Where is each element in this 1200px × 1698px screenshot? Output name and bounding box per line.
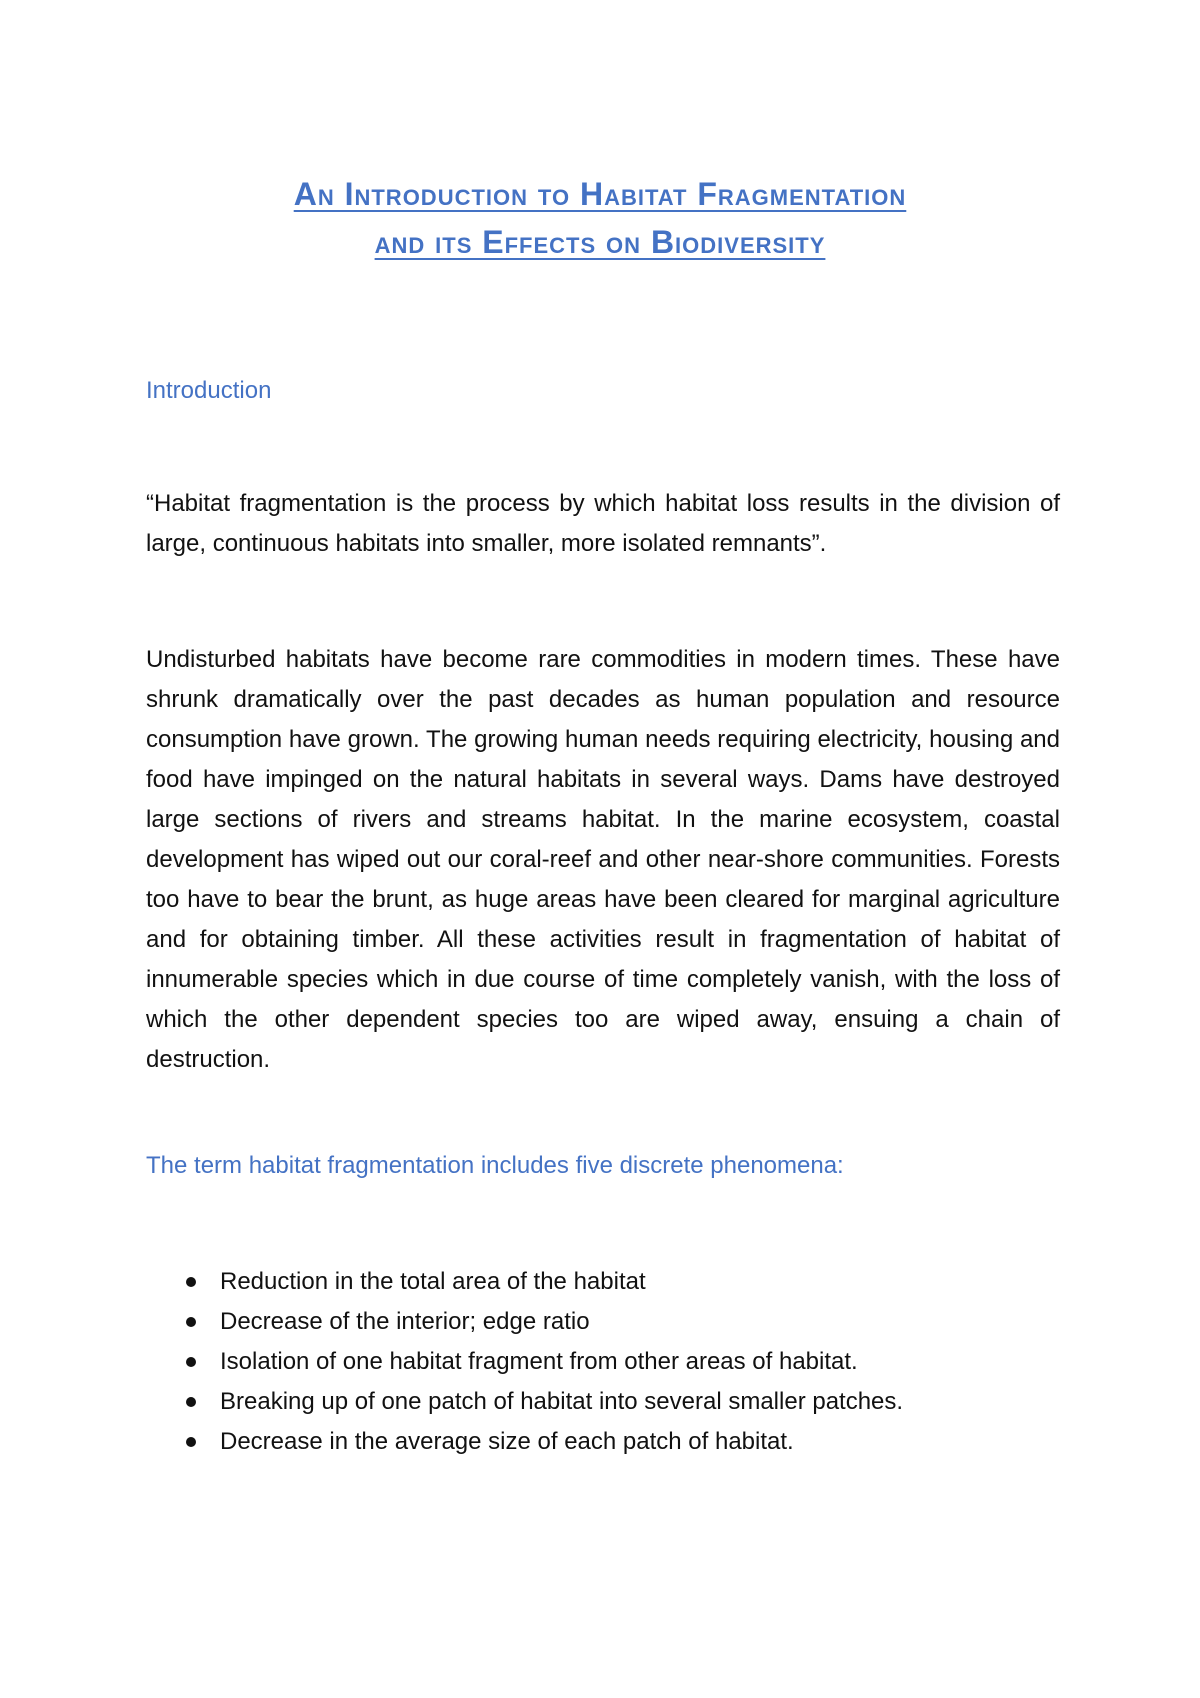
definition-quote: “Habitat fragmentation is the process by which habitat loss results in the division of large, continuous habitats into smaller, more isolated remnants”.	[146, 490, 1060, 557]
list-item	[146, 1342, 1060, 1382]
bullet-icon	[186, 1317, 196, 1327]
bullet-icon	[186, 1397, 196, 1407]
list-item-text: Isolation of one habitat fragment from other areas of habitat.	[220, 1348, 858, 1375]
bullet-icon	[186, 1357, 196, 1367]
list-item	[146, 1262, 1060, 1302]
list-item	[146, 1302, 1060, 1342]
title-line-2: and its Effects on Biodiversity	[374, 224, 826, 260]
introduction-heading: Introduction	[146, 377, 272, 404]
title-line-1: An Introduction to Habitat Fragmentation	[293, 176, 907, 212]
phenomena-list	[146, 1262, 1060, 1462]
list-item-text: Breaking up of one patch of habitat into several smaller patches.	[220, 1388, 904, 1415]
list-item-text: Decrease in the average size of each patch of habitat.	[220, 1428, 794, 1455]
phenomena-heading: The term habitat fragmentation includes five discrete phenomena:	[146, 1152, 844, 1179]
list-item-text: Decrease of the interior; edge ratio	[220, 1308, 590, 1335]
body-paragraph: Undisturbed habitats have become rare commodities in modern times. These have shrunk dramatically over the past decades as human population and resource consumption have grown. The growing human needs requiring electricity, housing and food have impinged on the natural habitats in several ways. Dams have destroyed large sections of rivers and streams habitat. In the marine ecosystem, coastal development has wiped out our coral-reef and other near-shore communities. Forests too have to bear the brunt, as huge areas have been cleared for marginal agriculture and for obtaining timber. All these activities result in fragmentation of habitat of innumerable species which in due course of time completely vanish, with the loss of which the other dependent species too are wiped away, ensuing a chain of destruction.	[146, 646, 1060, 1073]
bullet-icon	[186, 1437, 196, 1447]
list-item	[146, 1422, 1060, 1462]
list-item	[146, 1382, 1060, 1422]
list-item-text: Reduction in the total area of the habitat	[220, 1268, 646, 1295]
bullet-icon	[186, 1277, 196, 1287]
document-title	[120, 170, 1080, 266]
